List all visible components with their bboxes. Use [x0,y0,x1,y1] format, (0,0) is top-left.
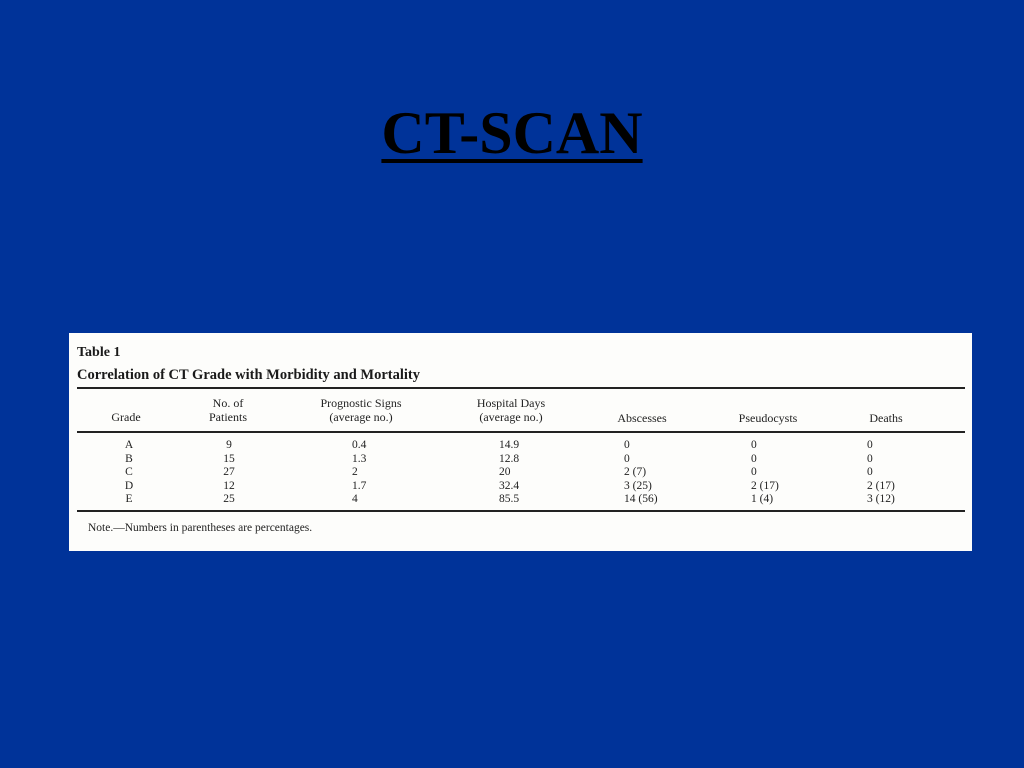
header-pseudocysts [720,411,816,425]
header-hospital-line1: Hospital Days [476,396,546,410]
cell-abscesses-e: 14 (56) [624,493,658,505]
cell-grade-b: B [125,452,133,465]
cell-prognostic-a: 0.4 [352,439,367,451]
header-prognostic-line2: (average no.) [329,410,393,424]
cell-hospital-c: 20 [499,466,511,478]
cell-pseudocysts-e: 1 (4) [751,493,774,505]
cell-pseudocysts-c: 0 [751,466,757,478]
header-grade [91,410,161,424]
cell-prognostic-d: 1.7 [352,479,367,492]
cell-deaths-d: 2 (17) [867,479,895,492]
cell-abscesses-b: 0 [624,452,630,465]
header-abscesses-line1: Abscesses [617,411,667,425]
cell-deaths-c: 0 [867,466,873,478]
cell-pseudocysts-d: 2 (17) [751,479,779,492]
column-patients [219,439,239,507]
table-header-rule [77,431,965,433]
column-grade [119,439,139,507]
header-deaths-line1: Deaths [869,411,903,425]
header-prognostic-signs [296,396,426,424]
header-pseudocysts-line1: Pseudocysts [738,411,798,425]
column-prognostic-signs [352,439,392,507]
cell-prognostic-b: 1.3 [352,452,367,465]
cell-patients-c: 27 [223,466,235,478]
cell-patients-e: 25 [223,493,235,505]
cell-patients-d: 12 [223,479,235,492]
header-abscesses [597,411,687,425]
cell-abscesses-a: 0 [624,439,630,451]
column-pseudocysts [751,439,811,507]
cell-prognostic-e: 4 [352,493,358,505]
header-patients-line1: No. of [212,396,244,410]
header-patients [183,396,273,424]
cell-hospital-e: 85.5 [499,493,520,505]
cell-grade-a: A [124,439,134,451]
cell-deaths-b: 0 [867,452,873,465]
table-label: Table 1 [77,345,121,360]
table-top-rule [77,387,965,389]
header-grade-line1: Grade [111,410,141,424]
header-prognostic-line1: Prognostic Signs [320,396,402,410]
column-abscesses [624,439,684,507]
table-bottom-rule [77,510,965,512]
header-patients-line2: Patients [209,410,247,424]
cell-abscesses-c: 2 (7) [624,466,647,478]
cell-hospital-d: 32.4 [499,479,520,492]
column-deaths [867,439,927,507]
cell-grade-c: C [125,466,133,478]
cell-pseudocysts-a: 0 [751,439,757,451]
cell-grade-e: E [125,493,133,505]
cell-hospital-b: 12.8 [499,452,520,465]
cell-abscesses-d: 3 (25) [624,479,652,492]
table-note: Note.—Numbers in parentheses are percentages. [88,522,313,534]
cell-deaths-a: 0 [867,439,873,451]
cell-pseudocysts-b: 0 [751,452,757,465]
cell-hospital-a: 14.9 [499,439,520,451]
table-caption: Correlation of CT Grade with Morbidity and Mortality [77,367,421,383]
cell-patients-b: 15 [223,452,235,465]
cell-patients-a: 9 [226,439,232,451]
header-deaths [851,411,921,425]
cell-prognostic-c: 2 [352,466,358,478]
column-hospital-days [499,439,543,507]
table-figure [69,333,972,551]
cell-deaths-e: 3 (12) [867,493,895,505]
header-hospital-line2: (average no.) [479,410,543,424]
cell-grade-d: D [124,479,134,492]
header-hospital-days [451,396,571,424]
slide-title: CT-SCAN [381,100,643,166]
